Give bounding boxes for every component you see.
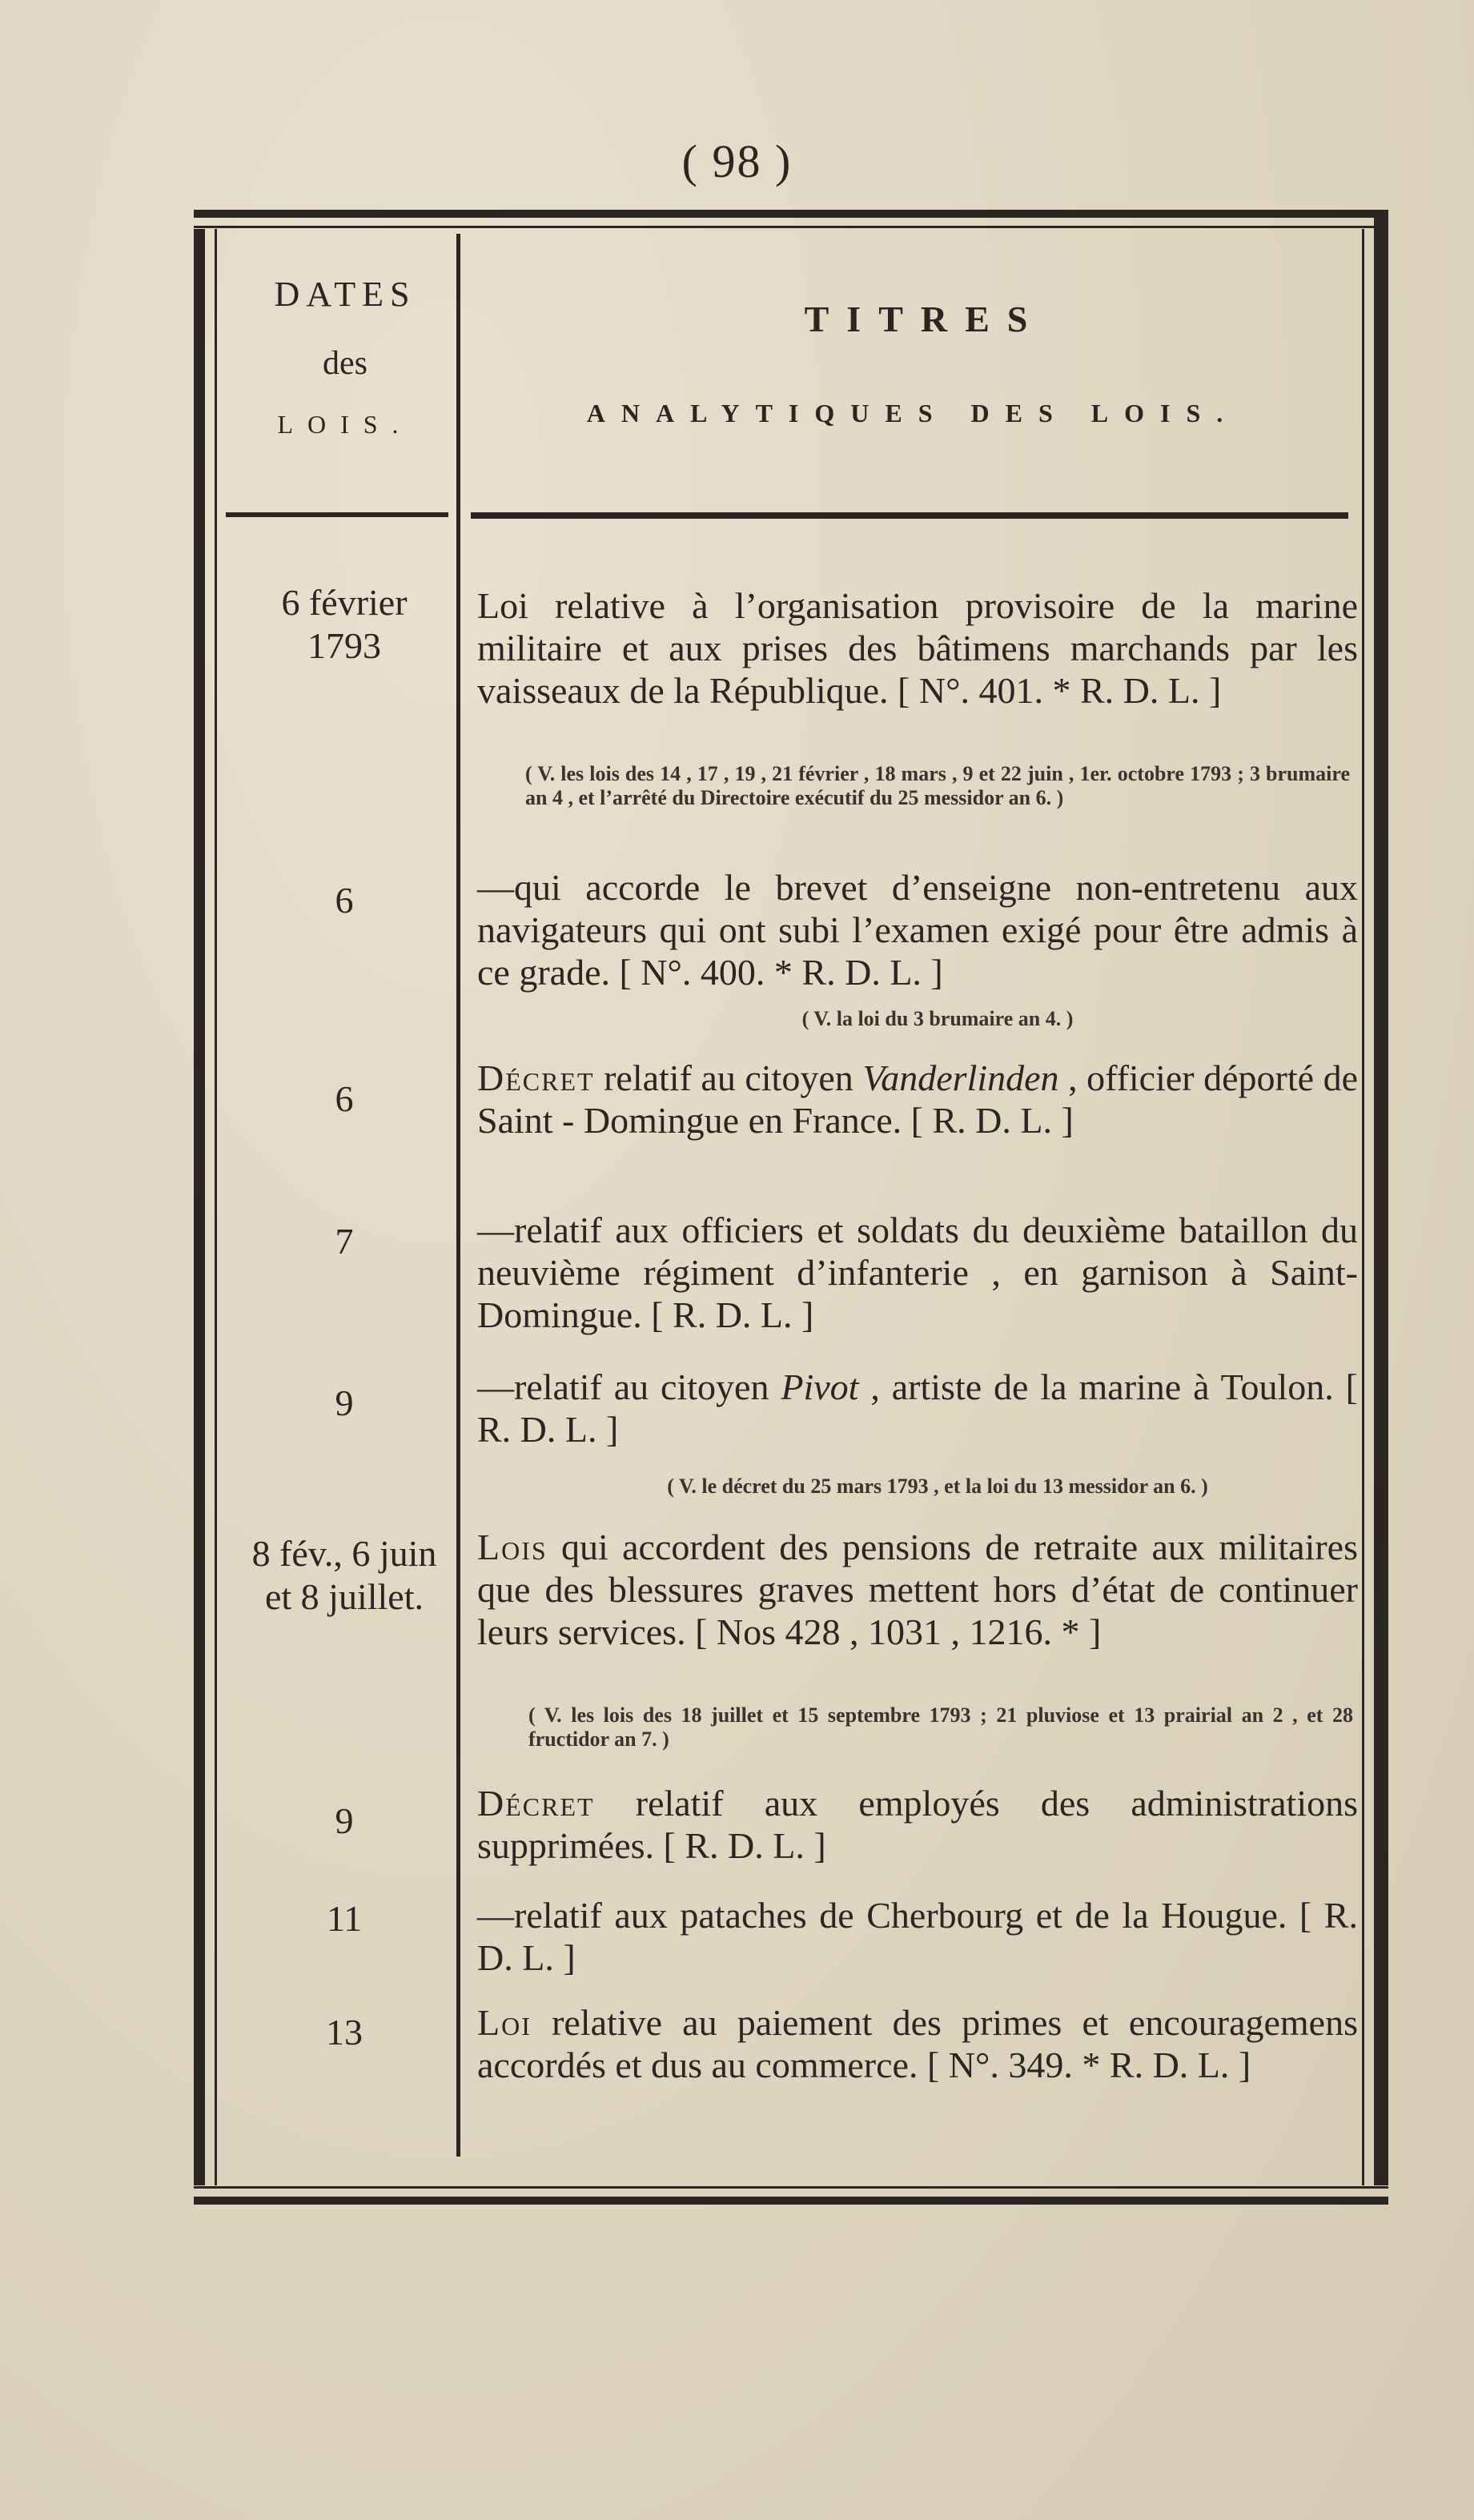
entry-note: ( V. la loi du 3 brumaire an 4. ) bbox=[801, 1007, 1074, 1030]
entry-note: ( V. les lois des 18 juillet et 15 septembre 1793 ; 21 pluviose et 13 prairial an 2 , et 28 fructidor an 7. ) bbox=[528, 1703, 1353, 1751]
entry-lead: Décret bbox=[477, 1057, 595, 1098]
bottom-rule-thin bbox=[194, 2186, 1388, 2189]
header-dates: DATES bbox=[274, 275, 416, 314]
entry-date: 6 bbox=[335, 880, 354, 921]
entry-date: 8 fév., 6 juin et 8 juillet. bbox=[251, 1533, 437, 1617]
column-divider bbox=[456, 234, 460, 2157]
entry-date: 6 bbox=[335, 1078, 354, 1119]
entry-text: —relatif aux pataches de Cherbourg et de la Hougue. [ R. D. L. ] bbox=[477, 1895, 1358, 1978]
entry-note: ( V. les lois des 14 , 17 , 19 , 21 février , 18 mars , 9 et 22 juin , 1er. octobre 1793 ; 3 brumaire an 4 , et l’arrêté du Directoire exécutif du 25 messidor an 6. ) bbox=[525, 762, 1350, 809]
entry-text bbox=[477, 1782, 1358, 1867]
entry-body: —relatif au citoyen bbox=[477, 1366, 781, 1407]
top-rule-thin bbox=[194, 226, 1388, 228]
header-rule-titles bbox=[471, 512, 1348, 519]
header-lois: LOIS. bbox=[277, 410, 413, 439]
header-titres: TITRES bbox=[804, 299, 1046, 339]
entry-lead: Décret bbox=[477, 1783, 595, 1824]
right-border bbox=[1374, 210, 1388, 2185]
entry-date: 13 bbox=[326, 2012, 363, 2053]
entry-text bbox=[477, 1526, 1358, 1653]
right-border-thin bbox=[1362, 229, 1364, 2185]
entry-italic: Vanderlinden bbox=[862, 1057, 1059, 1098]
entry-tail: , officier déporté de Saint - Domingue en France. [ R. D. L. ] bbox=[477, 1057, 1359, 1141]
entry-italic: Pivot bbox=[781, 1366, 859, 1407]
header-analytiques: ANALYTIQUES DES LOIS. bbox=[586, 399, 1239, 427]
entry-body: qui accordent des pensions de retraite aux militaires que des blessures graves mettent hors d’état de continuer leurs services. [ Nos 428 , 1031 , 1216. * ] bbox=[477, 1527, 1358, 1652]
entry-date: 9 bbox=[335, 1382, 354, 1423]
entry-body: relatif au citoyen bbox=[594, 1057, 863, 1098]
entry-lead: Loi bbox=[477, 2002, 532, 2043]
page-number: ( 98 ) bbox=[681, 135, 793, 187]
entry-text bbox=[477, 1057, 1358, 1142]
top-rule bbox=[194, 210, 1388, 218]
entry-text: Loi relative à l’organisation provisoire de la marine militaire et aux prises des bâtimens marchands par les vaisseaux de la République. [ N°. 401. * R. D. L. ] bbox=[477, 585, 1358, 711]
entry-text: —relatif aux officiers et soldats du deuxième bataillon du neuvième régiment d’infanterie , en garnison à Saint-Domingue. [ R. D. L. ] bbox=[477, 1210, 1358, 1335]
entry-body: relative au paiement des primes et encouragemens accordés et dus au commerce. [ N°. 349. * R. D. L. ] bbox=[477, 2002, 1358, 2085]
left-border bbox=[194, 229, 205, 2185]
entry-date: 6 février 1793 bbox=[281, 582, 408, 666]
entry-date: 7 bbox=[335, 1221, 354, 1262]
entry-lead: Lois bbox=[477, 1527, 548, 1567]
entry-note: ( V. le décret du 25 mars 1793 , et la loi du 13 messidor an 6. ) bbox=[667, 1475, 1208, 1498]
bottom-rule bbox=[194, 2197, 1388, 2205]
entry-text: —qui accorde le brevet d’enseigne non-entretenu aux navigateurs qui ont subi l’examen exigé pour être admis à ce grade. [ N°. 400. * R. D. L. ] bbox=[477, 867, 1358, 993]
entry-tail: , artiste de la marine à Toulon. [ R. D. L. ] bbox=[477, 1366, 1359, 1450]
header-rule-dates bbox=[226, 512, 448, 517]
entry-text bbox=[477, 1366, 1358, 1451]
entry-body: relatif aux employés des administrations supprimées. [ R. D. L. ] bbox=[477, 1783, 1358, 1866]
entry-text bbox=[477, 2001, 1358, 2086]
entry-date: 11 bbox=[326, 1898, 363, 1939]
entry-date: 9 bbox=[335, 1800, 354, 1841]
header-des: des bbox=[323, 345, 367, 382]
left-border-thin bbox=[215, 229, 217, 2185]
